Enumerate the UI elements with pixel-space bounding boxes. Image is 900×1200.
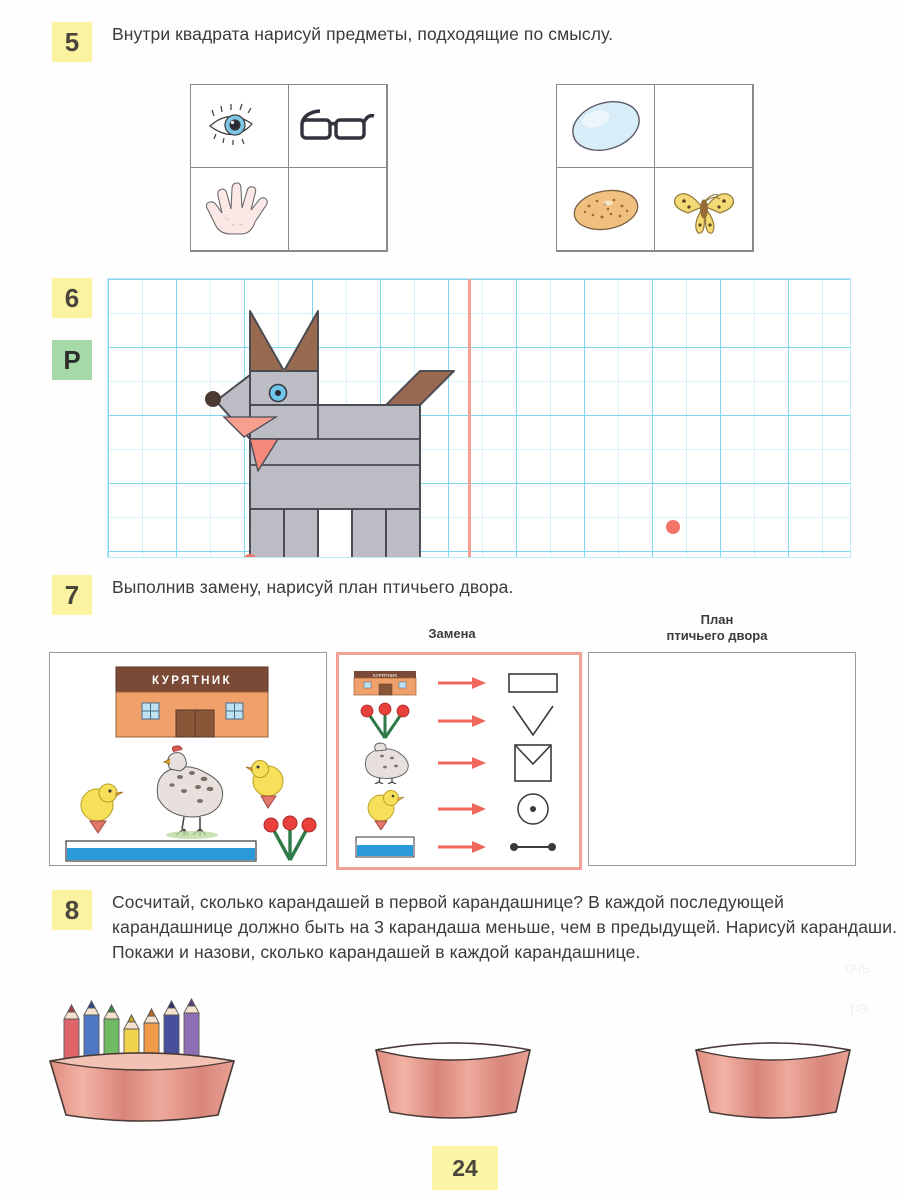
egg-icon: [564, 95, 648, 157]
glasses-icon: [296, 102, 380, 150]
grid-cell-empty-2[interactable]: [654, 84, 753, 168]
empty-cup: [370, 1030, 536, 1125]
grid-cell-blue-egg[interactable]: [556, 84, 655, 168]
symbol-v-shape: [493, 703, 573, 739]
arrow-right-icon: [431, 756, 493, 770]
task-6-number-badge: 6: [52, 278, 92, 318]
poultry-yard-picture: [49, 652, 327, 866]
task-7: [52, 575, 513, 615]
arrow-right-icon: [431, 676, 493, 690]
task-8-instruction: Сосчитай, сколько карандашей в первой карандашнице? В каждой последующей карандашнице должно быть на 3 карандаша меньше, чем в предыдущей. Нарисуй карандаши. Покажи и назови, сколько карандашей в каждой карандашнице.: [112, 892, 898, 962]
task-8: [52, 890, 900, 965]
cocoon-icon: [564, 182, 648, 236]
svg-text:КУРЯТНИК: КУРЯТНИК: [372, 673, 398, 678]
flowers-thumb-icon: [339, 701, 431, 741]
task-7-instruction: Выполнив замену, нарисуй план птичьего двора.: [112, 577, 514, 597]
task-7-number-badge: 7: [52, 575, 92, 615]
plan-answer-box[interactable]: [588, 652, 856, 866]
grid-cell-butterfly[interactable]: [654, 167, 753, 251]
page-number: 24: [432, 1146, 498, 1190]
plan-title-line2: птичьего двора: [666, 628, 768, 643]
legend-row: [339, 827, 579, 867]
legend-row: [339, 789, 579, 829]
coop-thumb-icon: [339, 668, 431, 698]
second-start-dot: [666, 520, 680, 534]
task-6-graph-paper[interactable]: [107, 278, 851, 558]
task-5-number-badge: 5: [52, 22, 92, 62]
hen-thumb-icon: [339, 742, 431, 784]
symbol-line-with-endpoints: [493, 839, 573, 855]
scan-artifact: ра: [850, 1000, 868, 1017]
butterfly-icon: [662, 179, 746, 239]
task-8-number-badge: 8: [52, 890, 92, 930]
hand-icon: [201, 178, 279, 240]
trough-thumb-icon: [339, 833, 431, 861]
task-5-left-grid[interactable]: [190, 84, 388, 252]
arrow-right-icon: [431, 714, 493, 728]
plan-title-line1: План: [700, 612, 734, 627]
yard-scene: [50, 653, 326, 865]
scan-artifact: очь: [845, 960, 871, 977]
grid-cell-glasses[interactable]: [288, 84, 387, 168]
grid-cell-cocoon[interactable]: [556, 167, 655, 251]
plan-title: [627, 612, 807, 644]
symbol-rectangle: [493, 670, 573, 696]
legend-title: Замена: [428, 626, 476, 641]
arrow-right-icon: [431, 802, 493, 816]
water-trough: [66, 841, 256, 861]
coop-sign-text: КУРЯТНИК: [152, 675, 232, 687]
pencil-cup-full[interactable]: [42, 995, 242, 1130]
eye-icon: [204, 100, 276, 152]
task-5-right-grid[interactable]: [556, 84, 754, 252]
symbol-circle-with-dot: [493, 789, 573, 829]
legend-row: [339, 701, 579, 741]
symbol-rectangle-with-v: [493, 742, 573, 784]
chick-left: [81, 784, 123, 833]
empty-cup: [690, 1030, 856, 1125]
task-5-instruction: Внутри квадрата нарисуй предметы, подходящие по смыслу.: [112, 24, 614, 44]
grid-cell-empty[interactable]: [288, 167, 387, 251]
arrow-right-icon: [431, 840, 493, 854]
task-5: [52, 22, 613, 62]
task-6-letter-badge: Р: [52, 340, 92, 380]
replacement-legend: [336, 652, 582, 870]
grid-cell-hand[interactable]: [190, 167, 289, 251]
legend-row: [339, 663, 579, 703]
chick-thumb-icon: [339, 788, 431, 830]
pencil-cup-empty-1[interactable]: [370, 1030, 536, 1130]
cup-with-pencils: [42, 995, 242, 1125]
legend-row: [339, 743, 579, 783]
grid-cell-eye[interactable]: [190, 84, 289, 168]
dog-drawing: [108, 279, 850, 557]
pencil-cup-empty-2[interactable]: [690, 1030, 856, 1130]
chick-right: [246, 761, 283, 809]
